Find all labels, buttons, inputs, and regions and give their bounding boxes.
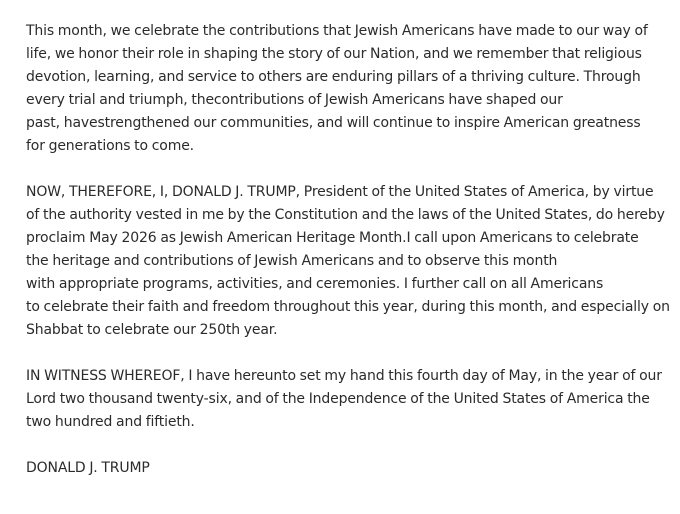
paragraph-witness xyxy=(26,365,666,434)
text-line: with appropriate programs, activities, and ceremonies. I further call on all Americans xyxy=(26,276,604,292)
text-line: Shabbat to celebrate our 250th year. xyxy=(26,322,278,338)
signature xyxy=(26,457,666,480)
text-line: devotion, learning, and service to others are enduring pillars of a thriving culture. Through xyxy=(26,69,641,85)
text-line: Lord two thousand twenty-six, and of the Independence of the United States of America the xyxy=(26,391,650,407)
text-line: for generations to come. xyxy=(26,138,194,154)
paragraph-proclamation xyxy=(26,181,670,342)
text-line: IN WITNESS WHEREOF, I have hereunto set my hand this fourth day of May, in the year of our xyxy=(26,368,662,384)
text-line: past, havestrengthened our communities, and will continue to inspire American greatness xyxy=(26,115,641,131)
text-line: two hundred and fiftieth. xyxy=(26,414,195,430)
text-line: of the authority vested in me by the Constitution and the laws of the United States, do hereby xyxy=(26,207,665,223)
text-line: every trial and triumph, thecontributions of Jewish Americans have shaped our xyxy=(26,92,563,108)
signature-name: DONALD J. TRUMP xyxy=(26,460,150,476)
text-line: This month, we celebrate the contributions that Jewish Americans have made to our way of xyxy=(26,23,648,39)
paragraph-celebration xyxy=(26,20,666,158)
proclamation-body xyxy=(26,20,670,480)
text-line: proclaim May 2026 as Jewish American Heritage Month.I call upon Americans to celebrate xyxy=(26,230,639,246)
text-line: to celebrate their faith and freedom throughout this year, during this month, and especially on xyxy=(26,299,670,315)
text-line: the heritage and contributions of Jewish Americans and to observe this month xyxy=(26,253,558,269)
text-line: NOW, THEREFORE, I, DONALD J. TRUMP, President of the United States of America, by virtue xyxy=(26,184,654,200)
text-line: life, we honor their role in shaping the story of our Nation, and we remember that religious xyxy=(26,46,642,62)
